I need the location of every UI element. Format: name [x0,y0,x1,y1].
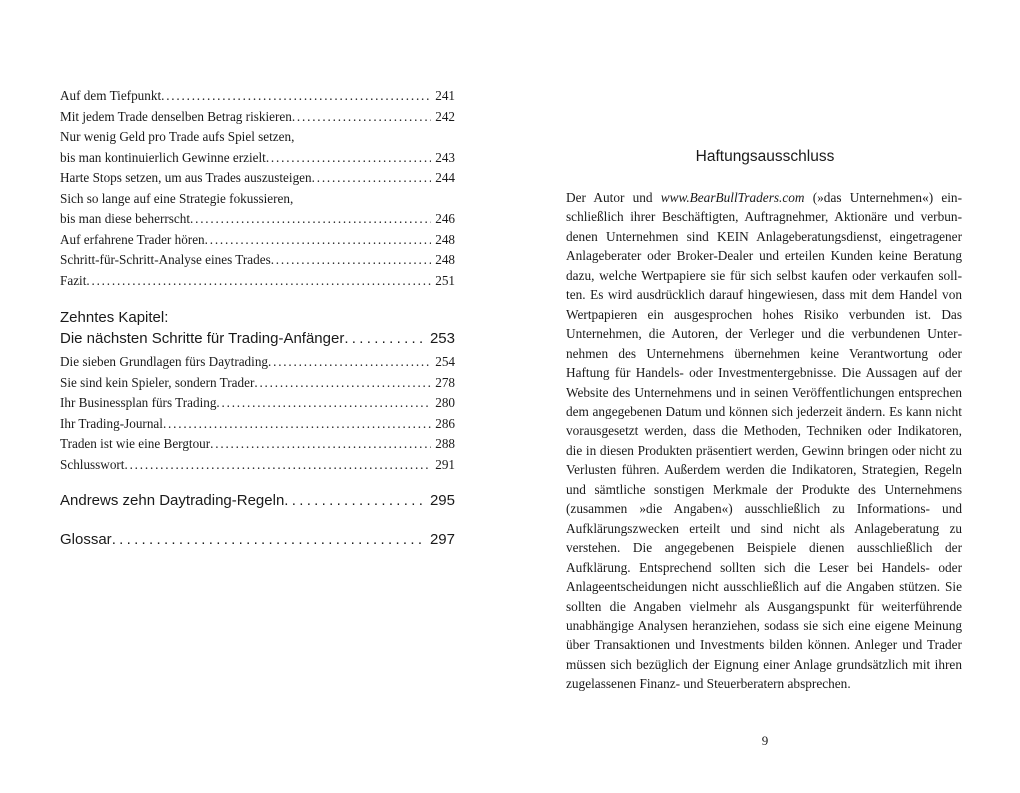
toc-section-rules[interactable]: Andrews zehn Daytrading-Regeln ..... 295 [60,491,455,512]
toc-entry[interactable]: Sie sind kein Spieler, sondern Trader ..... 278 [60,373,455,394]
toc-entry[interactable]: Die sieben Grundlagen fürs Daytrading ..... 254 [60,352,455,373]
toc-entry[interactable]: Ihr Businessplan fürs Trading ..... 280 [60,393,455,414]
toc-entry[interactable]: Mit jedem Trade denselben Betrag riskieren ..... 242 [60,107,455,128]
toc-entry[interactable]: Ihr Trading-Journal ..... 286 [60,414,455,435]
toc-entry[interactable]: Schlusswort ..... 291 [60,455,455,476]
chapter-label: Zehntes Kapitel: [60,309,169,326]
toc-entry[interactable]: Nur wenig Geld pro Trade aufs Spiel setzen, bis man kontinuierlich Gewinne erzielt ..... 243 [60,127,455,168]
website-link: www.BearBullTraders.com [660,190,805,205]
toc-entry[interactable]: Auf erfahrene Trader hören ..... 248 [60,230,455,251]
chapter-title: Die nächsten Schritte für Trading-Anfänger [60,330,345,347]
disclaimer-body: Der Autor und www.BearBullTraders.com (»das Unternehmen«) einschließlich ihrer Beschäftigten, Auftragnehmer, Aktionäre und verbundenen Unternehmen sind KEIN Anlageberatungsdienst, eingetragener Anlageberater oder Broker-Dealer und erteilen Kunden keine Beratung dazu, welche Wertpapiere sie für sich selbst kaufen oder verkaufen sollten. Es wird ausdrücklich darauf hingewiesen, dass mit dem Handel von Wertpapieren ein ausgesprochen hohes Risiko verbunden ist. Das Unternehmen, die Autoren, der Verleger und die verbundenen Unternehmen des Unternehmens übernehmen keine Verantwortung oder Haftung für Handels- oder Investmentergebnisse. Die Aussagen auf der Website des Unternehmens und in seinen Veröffentlichungen entsprechen dem angegebenen Datum und können sich jederzeit ändern. Es kann nicht vorausgesetzt werden, dass die Methoden, Techniken oder Indikatoren, die in diesen Produkten präsentiert werden, Gewinn bringen oder nicht zu Verlusten führen. Außerdem werden die Indikatoren, Strategien, Regeln und sämtliche sonstigen Merkmale der Produkte des Unternehmens (zusammen »die Angaben«) ausschließlich zu Informations- und Aufklärungszwecken erteilt und sind nicht als Anlageberatung zu verstehen. Die angegebenen Beispiele dienen ausschließlich der Aufklärung. Entsprechend sollten sich die Leser bei Handels- oder Anlageentscheidungen nicht ausschließlich auf die Angaben stützen. Sie sollten die Angaben vielmehr als Ausgangspunkt für weiterführende unabhängige Analysen heranziehen, sodass sie sich eine eigene Meinung über Transaktionen und Investments bilden können. Anleger und Trader müssen sich bezüglich der Eignung einer Anlage grundsätzlich mit ihren zugelassenen Finanz- und Steuerberatern absprechen. [566,190,963,692]
table-of-contents [60,86,455,550]
page-number: 9 [761,733,769,748]
toc-entry[interactable]: Harte Stops setzen, um aus Trades auszusteigen ..... 244 [60,168,455,189]
toc-entry[interactable]: Auf dem Tiefpunkt ..... 241 [60,86,455,107]
toc-entry[interactable]: Schritt-für-Schritt-Analyse eines Trades ..... 248 [60,250,455,271]
toc-section-glossar[interactable]: Glossar ..... 297 [60,530,455,551]
right-page [510,0,1020,793]
disclaimer-title: Haftungsausschluss [695,148,835,165]
toc-entry[interactable]: Sich so lange auf eine Strategie fokussieren, bis man diese beherrscht ..... 246 [60,189,455,230]
toc-entry[interactable]: Fazit ..... 251 [60,271,455,292]
toc-chapter-heading[interactable]: Zehntes Kapitel: Die nächsten Schritte für Trading-Anfänger ..... 253 [60,307,455,349]
toc-entry[interactable]: Traden ist wie eine Bergtour ..... 288 [60,434,455,455]
